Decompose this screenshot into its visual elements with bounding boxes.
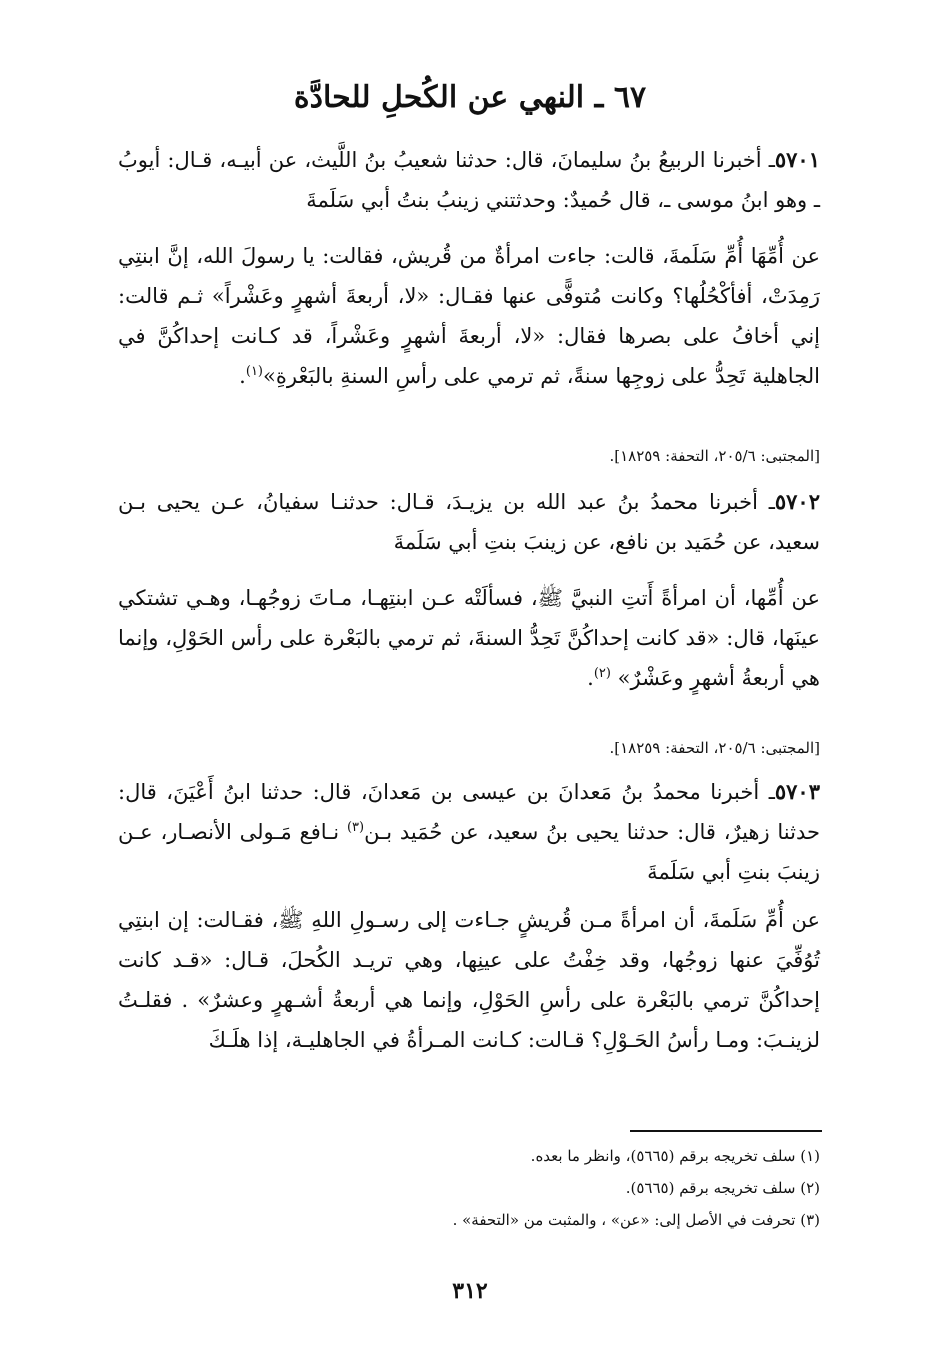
hadith-matn: عن أُمِّها، أن امرأةً أَتتِ النبيَّ ﷺ، فسألَتْه عـن ابنتِهـا، مـاتَ زوجُهـا، وهـي تشتكي عينَها، قال: «قد كانت إحداكُنَّ تَحِدُّ السنةَ، ثم ترمي بالبَعْرة على رأس الحَوْلِ، وإنما هي أربعةُ أشهرٍ وعَشْرٌ» bbox=[118, 586, 820, 690]
hadith-5702-matn: عن أُمِّها، أن امرأةً أَتتِ النبيَّ ﷺ، فسألَتْه عـن ابنتِهـا، مـاتَ زوجُهـا، وهـي تشتكي عينَها، قال: «قد كانت إحداكُنَّ تَحِدُّ السنةَ، ثم ترمي بالبَعْرة على رأس الحَوْلِ، وإنما هي أربعةُ أشهرٍ وعَشْرٌ» $^{(٢)}$. bbox=[118, 586, 820, 690]
footnote-divider bbox=[630, 1130, 822, 1132]
footnote-ref: (٣) bbox=[346, 820, 365, 835]
page-number: ٣١٢ bbox=[452, 1278, 488, 1304]
hadith-5702-isnad bbox=[118, 482, 820, 562]
chapter-title: ٦٧ ـ النهي عن الكُحلِ للحادَّة bbox=[293, 80, 647, 115]
hadith-5702-ref: [المجتبى: ٢٠٥/٦، التحفة: ١٨٢٥٩]. bbox=[609, 739, 820, 757]
hadith-5703-isnad bbox=[118, 772, 820, 892]
footnote-ref: (١) bbox=[245, 364, 263, 379]
hadith-matn: عن أُمِّهَا أُمِّ سَلَمةَ، قالت: جاءت امرأةٌ من قُريش، فقالت: يا رسولَ الله، إنَّ ابنتِي رَمِدَتْ، أفأكْحُلُها؟ وكانت مُتوفًّى عنها فقـال: «لا، أربعةَ أشهرٍ وعَشْراً» ثـم قالت: إني أخافُ على بصرها فقال: «لا، أربعةَ أشهرٍ وعَشْراً، قد كـانت إحداكُنَّ في الجاهلية تَحِدُّ على زوجِها سنةً، ثم ترمي على رأسِ السنةِ بالبَعْرةِ» bbox=[118, 244, 821, 388]
hadith-5701-matn: عن أُمِّهَا أُمِّ سَلَمةَ، قالت: جاءت امرأةٌ من قُريش، فقالت: يا رسولَ الله، إنَّ ابنتِي رَمِدَتْ، أفأكْحُلُها؟ وكانت مُتوفًّى عنها فقـال: «لا، أربعةَ أشهرٍ وعَشْراً» ثـم قالت: إني أخافُ على بصرها فقال: «لا، أربعةَ أشهرٍ وعَشْراً، قد كـانت إحداكُنَّ في الجاهلية تَحِدُّ على زوجِها سنةً، ثم ترمي على رأسِ السنةِ بالبَعْرةِ»$^{(١)}$. bbox=[118, 244, 821, 388]
hadith-number: ٥٧٠٣ bbox=[774, 779, 820, 804]
footnote-3: (٣) تحرفت في الأصل إلى: «عن» ، والمثبت من «التحفة» . bbox=[452, 1211, 820, 1229]
footnotes bbox=[118, 1140, 820, 1236]
hadith-5703-matn bbox=[118, 900, 820, 1060]
hadith-5701-isnad bbox=[118, 140, 820, 220]
hadith-number: ٥٧٠٢ bbox=[774, 489, 820, 514]
footnote-2: (٢) سلف تخريجه برقم (٥٦٦٥). bbox=[625, 1179, 820, 1197]
hadith-number: ٥٧٠١ bbox=[774, 147, 820, 172]
footnote-1: (١) سلف تخريجه برقم (٥٦٦٥)، وانظر ما بعده. bbox=[530, 1147, 820, 1165]
hadith-isnad: ـ أخبرنا محمدُ بنُ عبد الله بن يزيـدَ، قـال: حدثنـا سفيانُ، عـن يحيى بـن سعيد، عن حُمَيد بن نافع، عن زينبَ بنتِ أبي سَلَمةَ bbox=[118, 490, 820, 554]
hadith-isnad: ـ أخبرنا محمدُ بنُ مَعدانَ بن عيسى بن مَعدانَ، قال: حدثنا ابنُ أَعْيَنَ، قال: حدثنا زهيرٌ، قال: حدثنا يحيى بنُ سعيد، عن حُمَيد بـن bbox=[118, 780, 820, 844]
hadith-isnad: ـ أخبرنا الربيعُ بنُ سليمانَ، قال: حدثنا شعيبُ بنُ اللَّيث، عن أبيـه، قـال: أيوبُ ـ وهو ابنُ موسى ـ، قال حُميدٌ: وحدثتني زينبُ بنتُ أبي سَلَمةَ bbox=[118, 148, 820, 212]
footnote-ref: (٢) bbox=[593, 666, 611, 681]
hadith-isnad-tail: نـافع مَـولى الأنصـار، عـن زينبَ بنتِ أبي سَلَمةَ bbox=[118, 820, 820, 884]
hadith-5701-ref: [المجتبى: ٢٠٥/٦، التحفة: ١٨٢٥٩]. bbox=[609, 447, 820, 465]
hadith-matn: عن أُمِّ سَلَمةَ، أن امرأةً مـن قُريشٍ جـاءت إلى رسـولِ اللهِ ﷺ، فقـالت: إن ابنتِي تُوُفِّيَ عنها زوجُها، وقد خِفْتُ على عينِها، وهي تريـد الكُحلَ، قـال: «قـد كانت إحداكُنَّ ترمي بالبَعْرة على رأسِ الحَوْلِ، وإنما هي أربعةُ أشـهرٍ وعشرٌ» . فقلـتُ لزينـبَ: ومـا رأسُ الحَـوْلِ؟ قـالت: كـانت المـرأةُ في الجاهليـة، إذا هلَـكَ bbox=[118, 908, 820, 1052]
